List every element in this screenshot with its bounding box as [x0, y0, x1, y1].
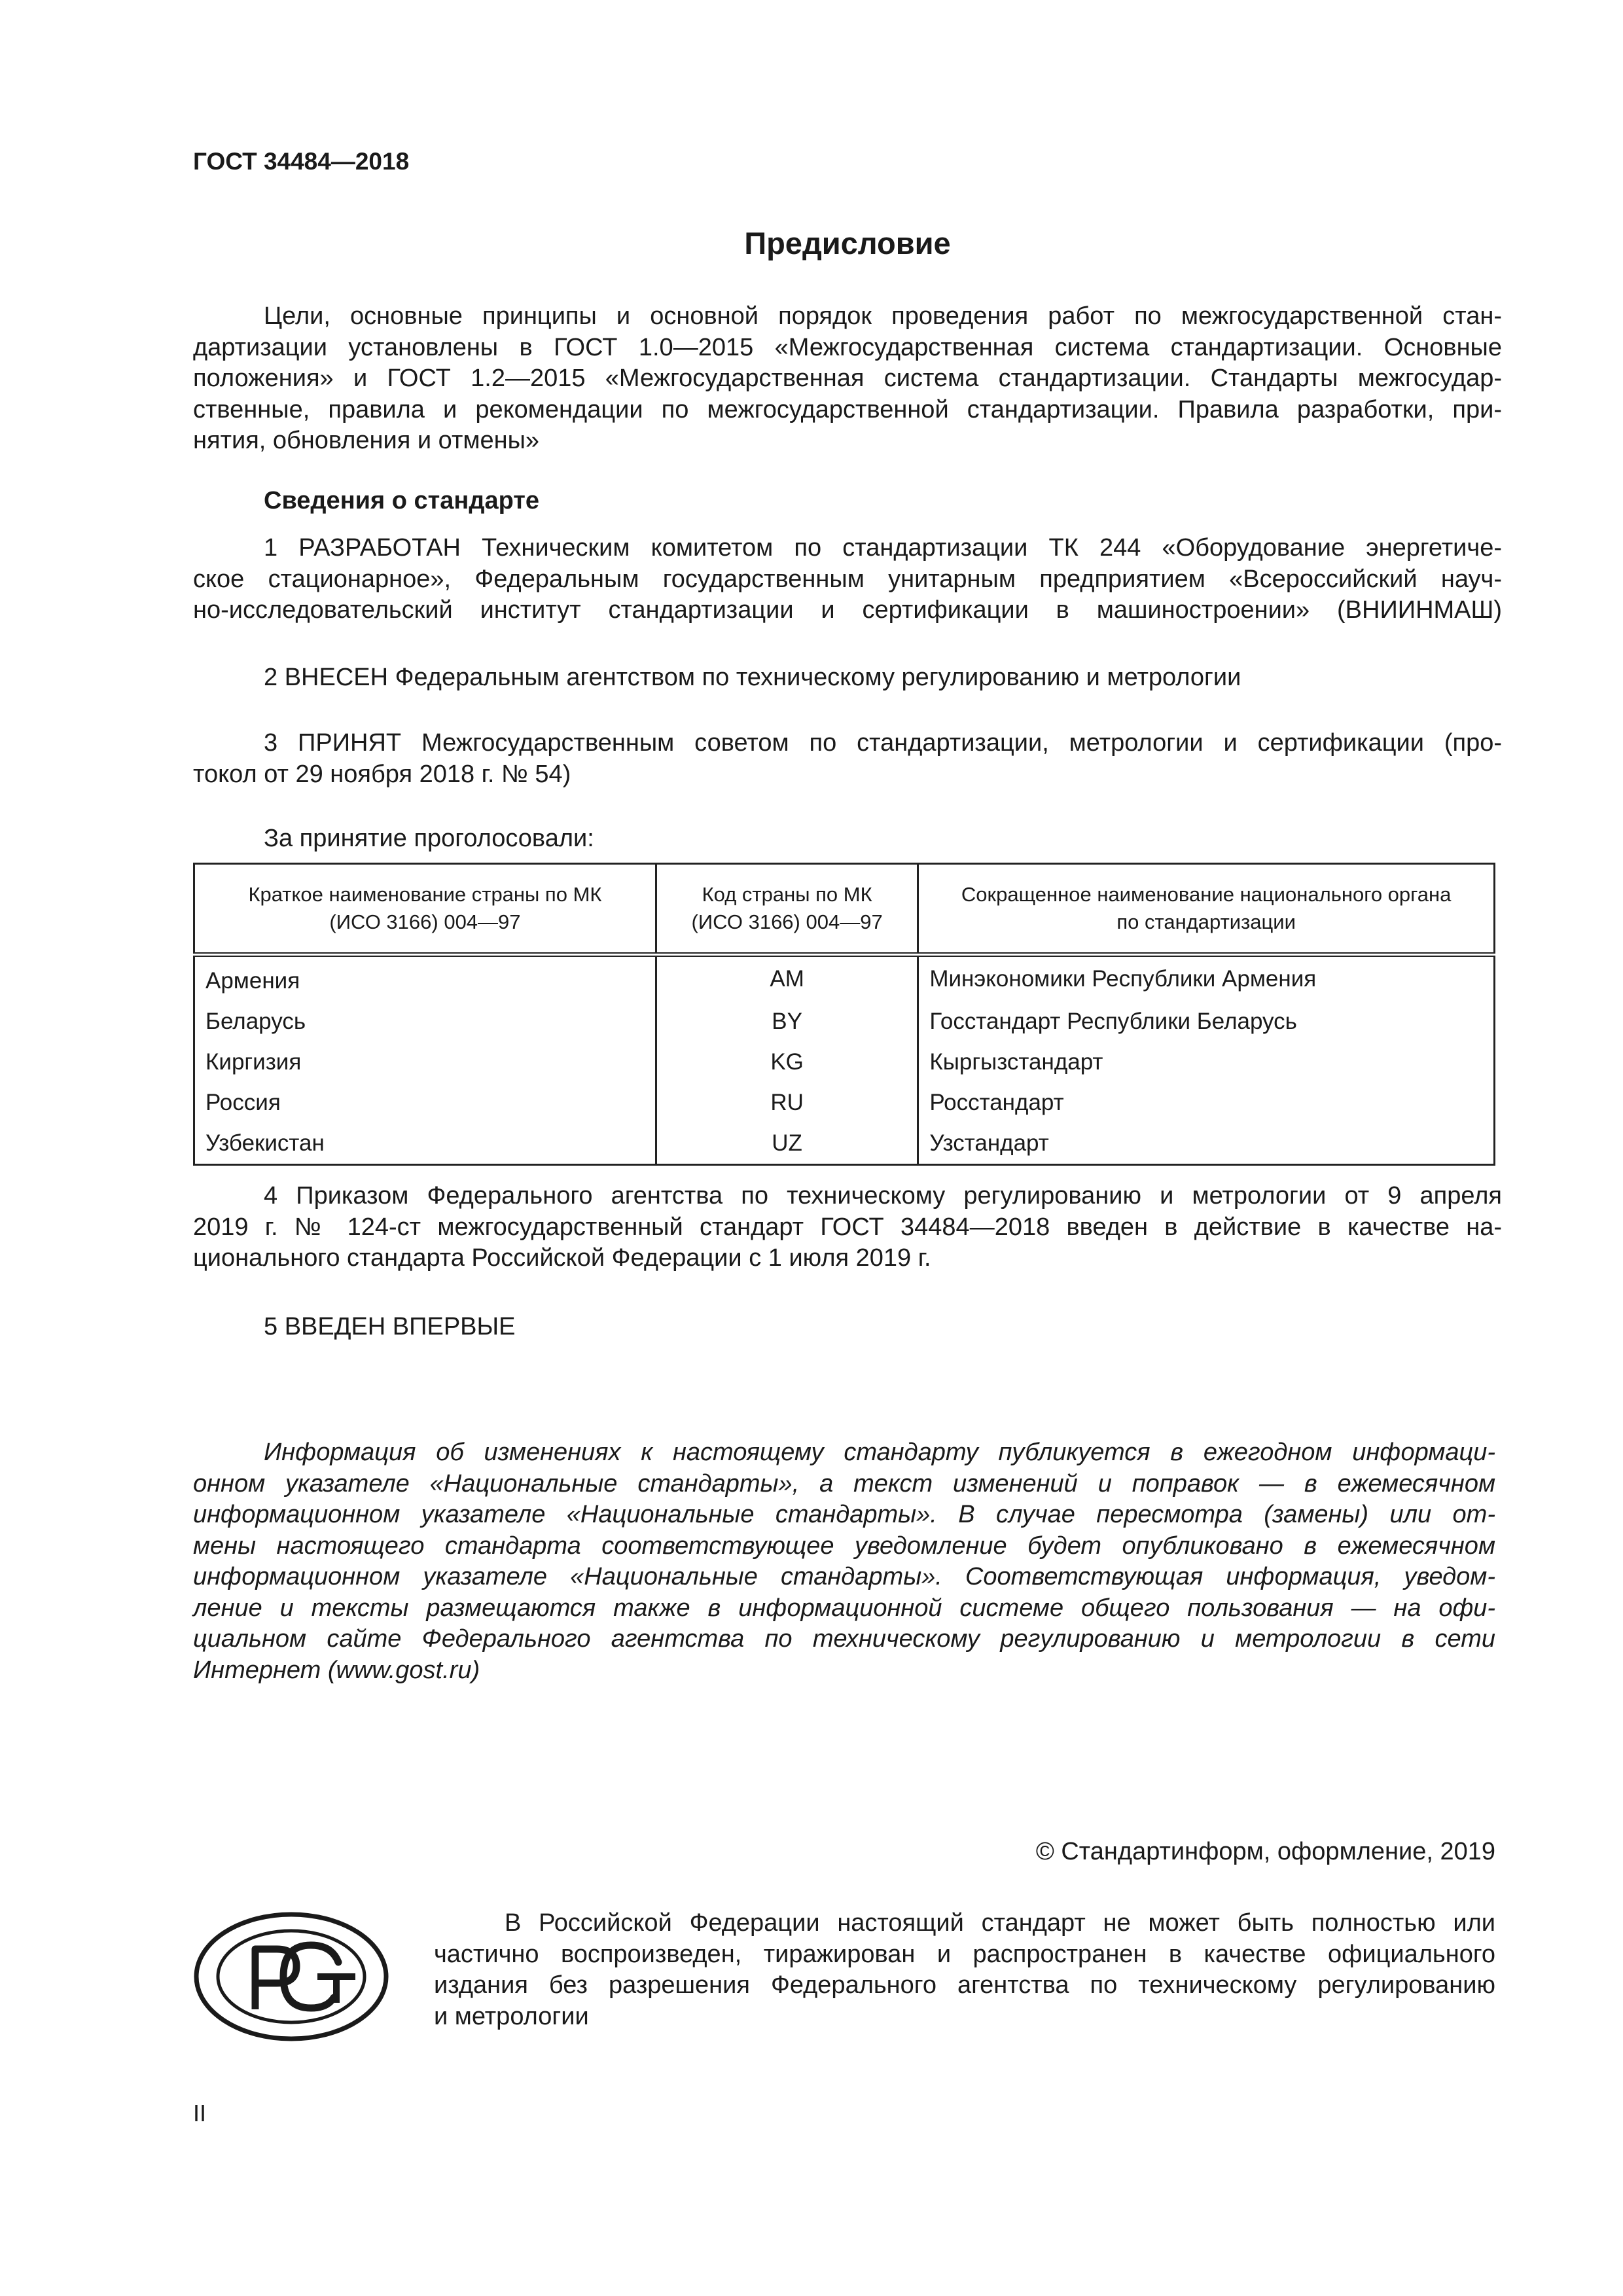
item-5: 5 ВВЕДЕН ВПЕРВЫЕ	[264, 1313, 516, 1340]
table-row	[194, 1123, 1495, 1165]
rst-logo-svg	[193, 1911, 389, 2042]
cell-body: Минэкономики Республики Армения	[918, 955, 1495, 1002]
header-code-line: Код страны по МК	[702, 883, 872, 906]
notice-line: издания без разрешения Федерального агентства по техническому регулированию	[434, 1971, 1495, 1999]
table-row	[194, 955, 1495, 1002]
page-title: Предисловие	[744, 226, 951, 260]
cell-code: KG	[656, 1042, 918, 1083]
cell-code: UZ	[656, 1123, 918, 1165]
changes-info-line: циальном сайте Федерального агентства по техническому регулированию и метрологии в сети	[193, 1625, 1495, 1653]
intro-line: Цели, основные принципы и основной порядок проведения работ по межгосударственной стан-	[264, 302, 1502, 330]
item-4-line: ционального стандарта Российской Федерации с 1 июля 2019 г.	[193, 1244, 931, 1272]
cell-country: Россия	[194, 1083, 656, 1123]
item-1-paragraph	[193, 533, 1502, 626]
cell-code: RU	[656, 1083, 918, 1123]
item-2: 2 ВНЕСЕН Федеральным агентством по техническому регулированию и метрологии	[264, 664, 1241, 691]
header-country	[194, 864, 656, 955]
item-1-line: но-исследовательский институт стандартизации и сертификации в машиностроении» (ВНИИНМАШ)	[193, 596, 1502, 624]
intro-line: положения» и ГОСТ 1.2—2015 «Межгосударственная система стандартизации. Стандарты межгосудар-	[193, 365, 1502, 392]
info-heading: Сведения о стандарте	[264, 487, 540, 514]
notice-line: частично воспроизведен, тиражирован и распространен в качестве официального	[434, 1940, 1495, 1968]
table-row	[194, 1001, 1495, 1042]
changes-info-line: информационном указателе «Национальные стандарты». Соответствующая информация, уведом-	[193, 1563, 1495, 1590]
cell-country: Армения	[194, 955, 656, 1002]
logo-text	[389, 1911, 390, 1912]
intro-line: нятия, обновления и отмены»	[193, 427, 540, 454]
header-country-line: Краткое наименование страны по МК	[248, 883, 602, 906]
table-row	[194, 1042, 1495, 1083]
changes-info-line: Интернет (www.gost.ru)	[193, 1656, 480, 1684]
header-body	[918, 864, 1495, 955]
changes-info-line: информационном указателе «Национальные стандарты». В случае пересмотра (замены) или от-	[193, 1501, 1495, 1528]
item-3-line: токол от 29 ноября 2018 г. № 54)	[193, 760, 571, 788]
item-3-paragraph	[193, 728, 1502, 790]
cell-body: Госстандарт Республики Беларусь	[918, 1001, 1495, 1042]
intro-line: дартизации установлены в ГОСТ 1.0—2015 «Межгосударственная система стандартизации. Основные	[193, 333, 1502, 361]
cell-code: BY	[656, 1001, 918, 1042]
cell-code: AM	[656, 955, 918, 1002]
header-body-line: по стандартизации	[1116, 910, 1296, 933]
header-body-line: Сокращенное наименование национального органа	[961, 883, 1452, 906]
notice-line: В Российской Федерации настоящий стандарт не может быть полностью или	[505, 1909, 1495, 1937]
changes-info-line: онном указателе «Национальные стандарты», а текст изменений и поправок — в ежемесячном	[193, 1469, 1495, 1498]
changes-info-line: Информация об изменениях к настоящему стандарту публикуется в ежегодном информаци-	[264, 1439, 1495, 1466]
header-code-line: (ИСО 3166) 004—97	[691, 910, 883, 933]
item-1-line: ское стационарное», Федеральным государственным унитарным предприятием «Всероссийский науч-	[193, 565, 1502, 593]
intro-paragraph	[193, 301, 1502, 457]
cell-country: Киргизия	[194, 1042, 656, 1083]
notice-line: и метрологии	[434, 2002, 589, 2030]
changes-info-line: ление и тексты размещаются также в информационной системе общего пользования — на офи-	[193, 1594, 1495, 1622]
vote-intro: За принятие проголосовали:	[264, 825, 594, 852]
table-header-row	[194, 864, 1495, 955]
voting-table	[193, 863, 1495, 1166]
header-code	[656, 864, 918, 955]
reproduction-notice	[434, 1908, 1495, 2032]
cell-country: Беларусь	[194, 1001, 656, 1042]
table-row	[194, 1083, 1495, 1123]
intro-line: ственные, правила и рекомендации по межгосударственной стандартизации. Правила разработки, при-	[193, 395, 1502, 423]
changes-info-paragraph	[193, 1437, 1495, 1686]
cell-country: Узбекистан	[194, 1123, 656, 1165]
page-number: II	[193, 2100, 207, 2126]
item-4-paragraph	[193, 1181, 1502, 1274]
header-country-line: (ИСО 3166) 004—97	[329, 910, 521, 933]
cell-body: Кыргызстандарт	[918, 1042, 1495, 1083]
rst-logo-icon	[193, 1911, 389, 2042]
item-4-line: 2019 г. № 124-ст межгосударственный стандарт ГОСТ 34484—2018 введен в действие в качестве на-	[193, 1213, 1502, 1241]
item-3-line: 3 ПРИНЯТ Межгосударственным советом по стандартизации, метрологии и сертификации (про-	[264, 729, 1502, 757]
copyright: © Стандартинформ, оформление, 2019	[1035, 1838, 1495, 1865]
changes-info-line: мены настоящего стандарта соответствующее уведомление будет опубликовано в ежемесячном	[193, 1532, 1495, 1560]
item-1-line: 1 РАЗРАБОТАН Техническим комитетом по стандартизации ТК 244 «Оборудование энергетиче-	[264, 534, 1502, 562]
cell-body: Узстандарт	[918, 1123, 1495, 1165]
item-4-line: 4 Приказом Федерального агентства по техническому регулированию и метрологии от 9 апреля	[264, 1182, 1502, 1210]
document-code: ГОСТ 34484—2018	[193, 148, 410, 175]
cell-body: Росстандарт	[918, 1083, 1495, 1123]
